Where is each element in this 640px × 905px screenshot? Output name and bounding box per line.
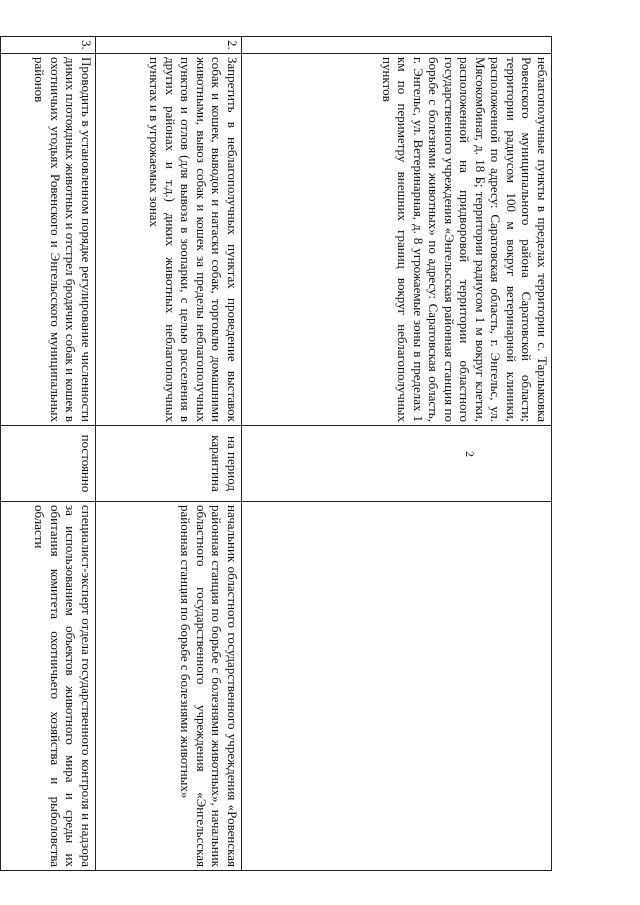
term-cell: постоянно [1, 426, 96, 502]
row-number: 2. [96, 37, 242, 54]
rotated-table-wrapper [32, 36, 552, 870]
measure-cell: неблагополучные пункты в пределах территории с. Тарлыковка Ровенского муниципального района Саратовской области; территории радиусом 100 м вокруг ветеринарной клиники, расположенной по адресу: Саратовская область, г. Энгельс, ул. Мясокомбинат, д. 18 Б; территории радиусом 1 м вокруг клетки, расположенной на придворовой территории областного государственного учреждения «Энгельсская районная станция по борьбе с болезнями животных» по адресу: Саратовская область, г. Энгельс, ул. Ветеринарная, д. 8 угрожаемые зоны в пределах 1 км по периметру внешних границ вокруг неблагополучных пунктов [242, 54, 552, 426]
term-cell [242, 426, 552, 502]
measures-table [0, 36, 552, 871]
responsible-cell [242, 502, 552, 871]
row-number [242, 37, 552, 54]
page-number: 2 [463, 451, 477, 457]
row-number: 3. [1, 37, 96, 54]
table-row [1, 37, 96, 871]
term-cell: на период карантина [96, 426, 242, 502]
measure-cell: Проводить в установленном порядке регулирование численности диких плотоядных животных и отстрел бродячих собак и кошек в охотничьих угодьях Ровенского и Энгельсского муниципальных районов [1, 54, 96, 426]
responsible-cell: начальник областного государственного учреждения «Ровенская районная станция по борьбе с болезнями животных», начальник областного государственного учреждения «Энгельсская районная станция по борьбе с болезнями животных» [96, 502, 242, 871]
responsible-cell: специалист-эксперт отдела государственного контроля и надзора за использованием объектов животного мира и среды их обитания комитета охотничьего хозяйства и рыболовства области [1, 502, 96, 871]
measure-cell: Запретить в неблагополучных пунктах проведение выставок собак и кошек, выводок и натаски собак, торговлю домашними животными, вывоз собак и кошек за пределы неблагополучных пунктов и отлов (для вывоза в зоопарки, с целью расселения в других районах и т.д.) диких животных неблагополучных пунктах и в угрожаемых зонах [96, 54, 242, 426]
table-row [96, 37, 242, 871]
table-row [242, 37, 552, 871]
